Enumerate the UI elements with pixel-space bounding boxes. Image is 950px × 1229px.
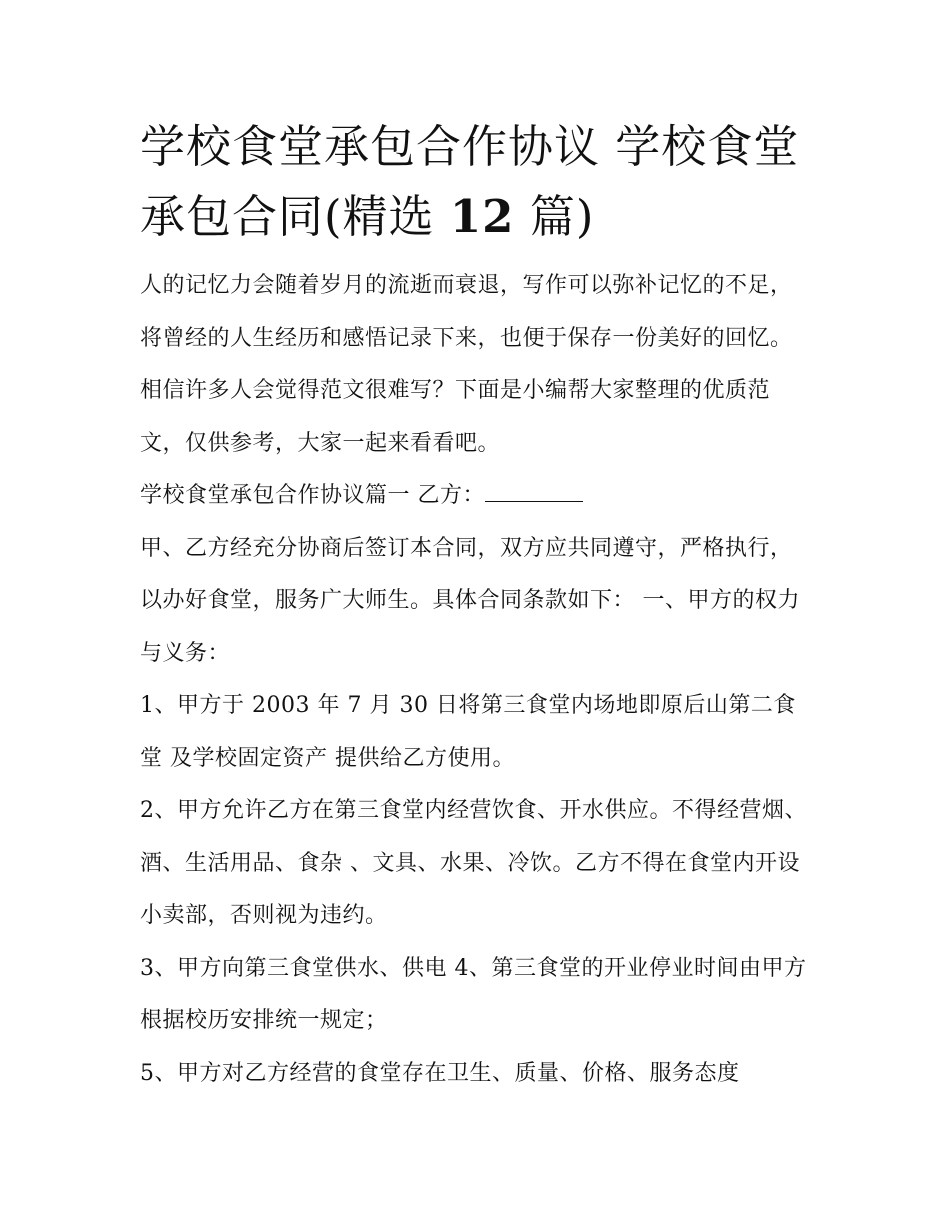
document-title	[140, 112, 812, 252]
blank-underline	[485, 481, 583, 502]
contract-clause-1: 1、甲方于 2003 年 7 月 30 日将第三食堂内场地即原后山第二食堂 及学校固定资产 提供给乙方使用。	[140, 693, 796, 771]
contract-clause-3: 3、甲方向第三食堂供水、供电 4、第三食堂的开业停业时间由甲方根据校历安排统一规定；	[140, 955, 807, 1033]
document-page	[140, 112, 812, 1100]
intro-paragraph: 人的记忆力会随着岁月的流逝而衰退，写作可以弥补记忆的不足，将曾经的人生经历和感悟记录下来，也便于保存一份美好的回忆。相信许多人会觉得范文很难写？下面是小编帮大家整理的优质范文，仅供参考，大家一起来看看吧。	[140, 273, 793, 456]
contract-clause-5: 5、甲方对乙方经营的食堂存在卫生、质量、价格、服务态度	[140, 1060, 740, 1086]
section-heading-line	[140, 470, 812, 523]
title-number: 12	[449, 190, 515, 243]
title-tail: 篇)	[529, 190, 595, 243]
contract-clause-2: 2、甲方允许乙方在第三食堂内经营饮食、开水供应。不得经营烟、酒、生活用品、食杂 、文具、水果、冷饮。乙方不得在食堂内开设小卖部，否则视为违约。	[140, 798, 807, 928]
contract-paragraph-preamble: 甲、乙方经充分协商后签订本合同，双方应共同遵守，严格执行，以办好食堂，服务广大师生。具体合同条款如下： 一、甲方的权力与义务：	[140, 535, 800, 666]
section-heading: 学校食堂承包合作协议篇一 乙方：	[140, 483, 485, 508]
title-main: 学校食堂承包合作协议 学校食堂承包合同(精选	[140, 120, 800, 243]
